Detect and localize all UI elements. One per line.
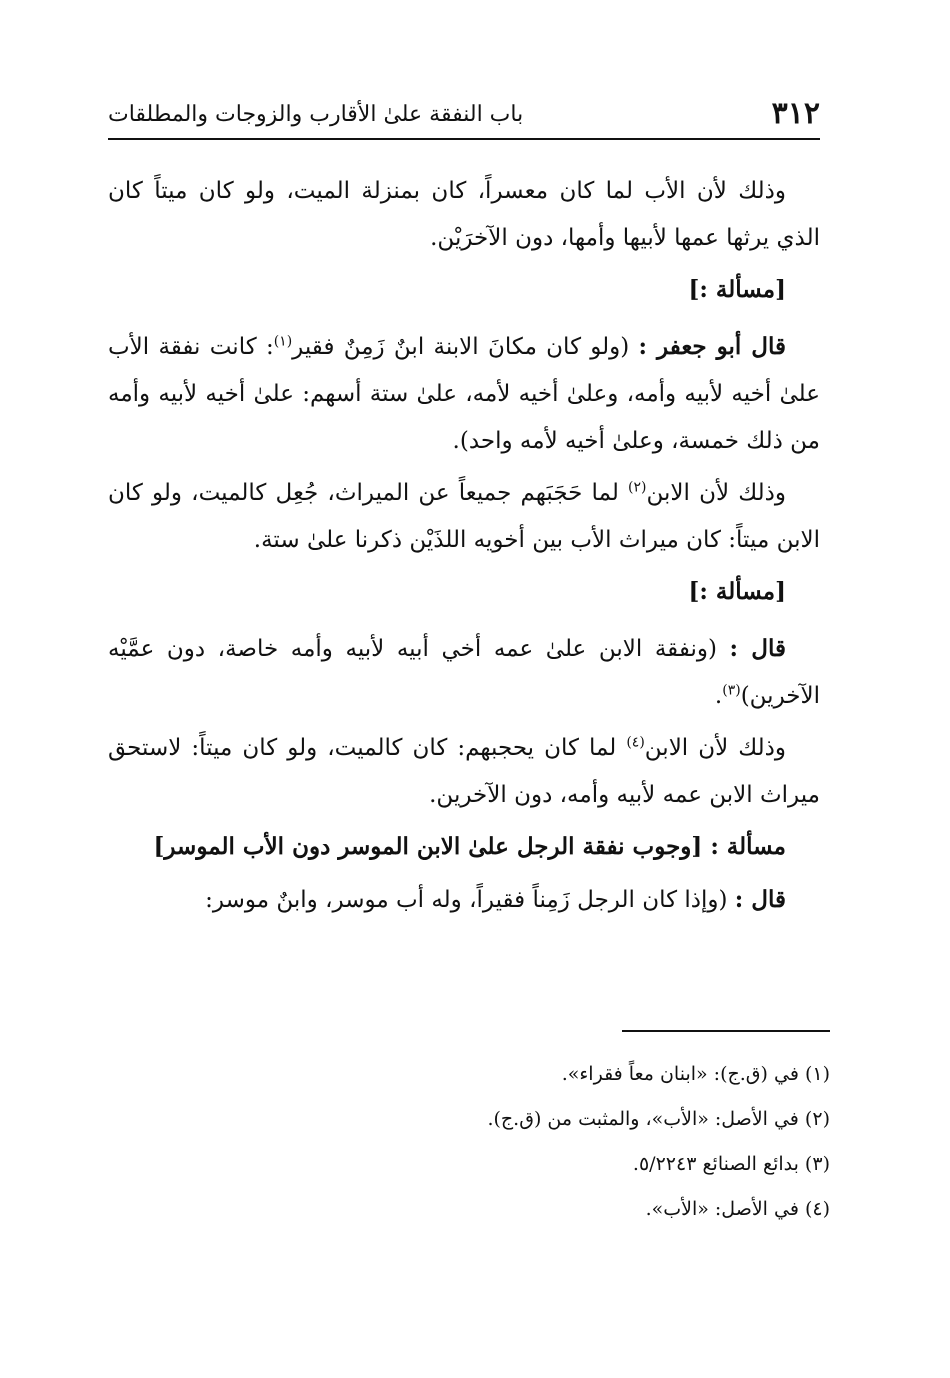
footnote-4: (٤) في الأصل: «الأب». — [645, 1198, 830, 1220]
paragraph-text: لما حَجَبَهم جميعاً عن الميراث، جُعِل كالميت، ولو كان الابن ميتاً: كان ميراث الأب بين أخويه اللذَيْن ذكرنا علىٰ ستة. — [108, 480, 820, 553]
footnote-ref-4[interactable]: (٤) — [626, 734, 645, 751]
paragraph-text: وذلك لأن الأب لما كان معسراً، كان بمنزلة الميت، ولو كان ميتاً كان الذي يرثها عمها لأبيها وأمها، دون الآخرَيْن. — [108, 178, 820, 251]
page-number: ٣١٢ — [771, 96, 820, 131]
masala-heading-1: [مسألة :] — [688, 276, 786, 303]
masala-heading-2: [مسألة :] — [688, 578, 786, 605]
paragraph-2 — [108, 323, 820, 465]
footnote-ref-2[interactable]: (٢) — [628, 479, 647, 496]
paragraph-5 — [108, 725, 820, 819]
footnote-2: (٢) في الأصل: «الأب»، والمثبت من (ق.ج). — [487, 1108, 830, 1130]
paragraph-6 — [108, 876, 820, 924]
running-header — [108, 92, 820, 140]
speaker-label: قال : — [729, 635, 786, 662]
paragraph-text: لما كان يحجبهم: كان كالميت، ولو كان ميتاً: لاستحق ميراث الابن عمه لأبيه وأمه، دون الآخرين. — [108, 735, 820, 808]
chapter-title: باب النفقة علىٰ الأقارب والزوجات والمطلقات — [108, 102, 524, 127]
paragraph-text: (ونفقة الابن علىٰ عمه أخي أبيه لأبيه وأمه خاصة، دون عمَّيْه الآخرين) — [108, 636, 820, 709]
paragraph-end: . — [714, 683, 723, 709]
main-text — [108, 168, 820, 929]
paragraph-text: : كانت نفقة الأب علىٰ أخيه لأبيه وأمه، وعلىٰ أخيه لأمه، علىٰ ستة أسهم: علىٰ أخيه لأبيه وأمه من ذلك خمسة، وعلىٰ أخيه لأمه واحد). — [108, 334, 820, 454]
paragraph-3 — [108, 470, 820, 564]
paragraph-text: (وإذا كان الرجل زَمِناً فقيراً، وله أب موسر، وابنٌ موسر: — [205, 887, 728, 913]
footnote-3: (٣) بدائع الصنائع ٥/٢٢٤٣. — [632, 1153, 830, 1175]
section-label: مسألة : — [710, 833, 786, 860]
paragraph-text: وذلك لأن الابن — [644, 735, 786, 761]
paragraph-1 — [108, 168, 820, 262]
paragraph-text: وذلك لأن الابن — [646, 480, 786, 506]
footnote-ref-1[interactable]: (١) — [273, 333, 293, 350]
section-title: [وجوب نفقة الرجل علىٰ الابن الموسر دون الأب الموسر] — [153, 833, 703, 860]
paragraph-4 — [108, 625, 820, 720]
footnote-ref-3[interactable]: (٣) — [722, 682, 741, 699]
speaker-label: قال : — [734, 886, 786, 913]
speaker-label: قال أبو جعفر : — [638, 333, 786, 360]
paragraph-text: (ولو كان مكانَ الابنة ابنٌ زَمِنٌ فقير — [292, 334, 630, 360]
footnote-1: (١) في (ق.ج): «ابنان معاً فقراء». — [561, 1063, 830, 1085]
footnote-divider — [622, 1030, 830, 1032]
footnotes — [180, 1052, 830, 1232]
section-heading — [108, 824, 786, 870]
